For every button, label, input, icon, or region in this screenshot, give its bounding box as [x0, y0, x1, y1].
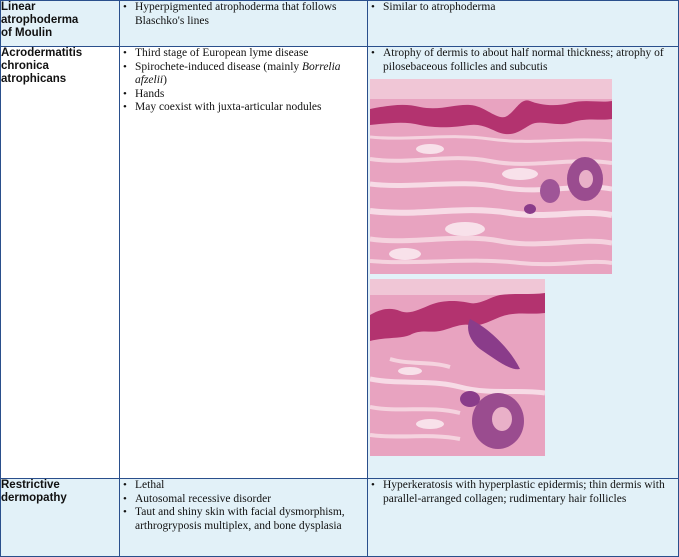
condition-name-cell	[1, 47, 120, 479]
list-item: • Third stage of European lyme disease	[120, 47, 367, 61]
condition-name-line: Linear	[1, 1, 36, 13]
histology-image-high-power	[370, 279, 545, 456]
list-item: • Taut and shiny skin with facial dysmorphism, arthrogryposis multiplex, and bone dysplasia	[120, 506, 367, 533]
condition-name-line: atrophicans	[1, 73, 67, 85]
list-item	[120, 61, 367, 88]
list-item: • Atrophy of dermis to about half normal thickness; atrophy of pilosebaceous follicles and subcutis	[368, 47, 678, 74]
condition-name-line: of Moulin	[1, 27, 53, 39]
histology-cell	[368, 479, 679, 557]
list-item: • May coexist with juxta-articular nodules	[120, 101, 367, 115]
condition-name-line: dermopathy	[1, 492, 67, 504]
clinical-features-cell	[120, 47, 368, 479]
list-item: • Hands	[120, 88, 367, 102]
organism-name: Borrelia afzelii	[135, 60, 341, 86]
histology-cell	[368, 47, 679, 479]
list-item: • Autosomal recessive disorder	[120, 493, 367, 507]
table-row	[1, 47, 679, 479]
table-row	[1, 479, 679, 557]
list-item: • Hyperpigmented atrophoderma that follows Blaschko's lines	[120, 1, 367, 28]
table-row	[1, 1, 679, 47]
list-item: • Hyperkeratosis with hyperplastic epidermis; thin dermis with parallel-arranged collagen; rudimentary hair follicles	[368, 479, 678, 506]
list-item: • Lethal	[120, 479, 367, 493]
condition-name-cell	[1, 1, 120, 47]
condition-name-line: atrophoderma	[1, 14, 79, 26]
list-item-text: Spirochete-induced disease (mainly	[135, 60, 303, 73]
clinical-features-cell	[120, 1, 368, 47]
list-item: • Similar to atrophoderma	[368, 1, 678, 15]
histology-image-low-power	[370, 79, 612, 274]
condition-name-line: Restrictive	[1, 479, 60, 491]
condition-name-line: Acrodermatitis	[1, 47, 83, 59]
list-item-text: )	[163, 74, 167, 86]
clinical-features-cell	[120, 479, 368, 557]
condition-name-cell	[1, 479, 120, 557]
condition-name-line: chronica	[1, 60, 49, 72]
surface-background	[370, 79, 612, 99]
surface-background	[370, 279, 545, 295]
histology-cell	[368, 1, 679, 47]
